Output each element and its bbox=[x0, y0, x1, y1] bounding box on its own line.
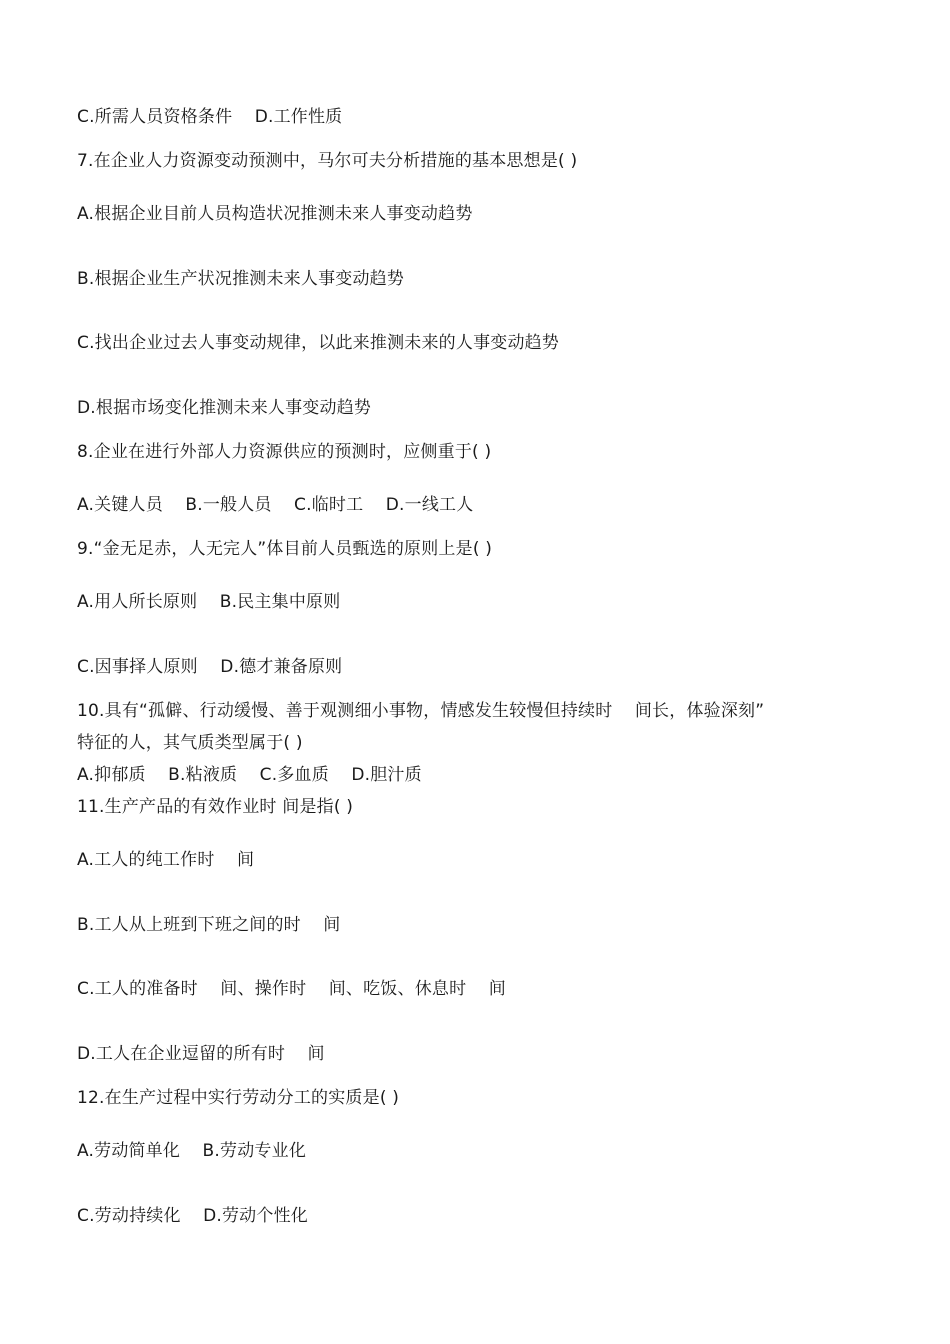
q9-options-cd: C.因事择人原则 D.德才兼备原则 bbox=[77, 657, 343, 677]
q11-option-a: A.工人的纯工作时 间 bbox=[77, 850, 255, 870]
q11-option-c: C.工人的准备时 间、操作时 间、吃饭、休息时 间 bbox=[77, 979, 506, 999]
q10-stem-line2: 特征的人，其气质类型属于( ) bbox=[77, 733, 303, 753]
q10-stem-line1: 10.具有“孤僻、行动缓慢、善于观测细小事物，情感发生较慢但持续时 间长，体验深刻” bbox=[77, 701, 765, 721]
q8-stem: 8.企业在进行外部人力资源供应的预测时，应侧重于( ) bbox=[77, 442, 492, 462]
q12-options-cd: C.劳动持续化 D.劳动个性化 bbox=[77, 1206, 308, 1226]
q12-options-ab: A.劳动简单化 B.劳动专业化 bbox=[77, 1141, 307, 1161]
q12-stem: 12.在生产过程中实行劳动分工的实质是( ) bbox=[77, 1088, 400, 1108]
q7-option-c: C.找出企业过去人事变动规律，以此来推测未来的人事变动趋势 bbox=[77, 333, 560, 353]
q6-options-cd: C.所需人员资格条件 D.工作性质 bbox=[77, 107, 343, 127]
q11-stem: 11.生产产品的有效作业时 间是指( ) bbox=[77, 797, 354, 817]
q10-options: A.抑郁质 B.粘液质 C.多血质 D.胆汁质 bbox=[77, 765, 422, 785]
q7-option-d: D.根据市场变化推测未来人事变动趋势 bbox=[77, 398, 372, 418]
q7-stem: 7.在企业人力资源变动预测中，马尔可夫分析措施的基本思想是( ) bbox=[77, 151, 578, 171]
q9-options-ab: A.用人所长原则 B.民主集中原则 bbox=[77, 592, 341, 612]
q7-option-b: B.根据企业生产状况推测未来人事变动趋势 bbox=[77, 269, 405, 289]
q7-option-a: A.根据企业目前人员构造状况推测未来人事变动趋势 bbox=[77, 204, 473, 224]
q9-stem: 9.“金无足赤，人无完人”体目前人员甄选的原则上是( ) bbox=[77, 539, 493, 559]
q11-option-b: B.工人从上班到下班之间的时 间 bbox=[77, 915, 341, 935]
q8-options: A.关键人员 B.一般人员 C.临时工 D.一线工人 bbox=[77, 495, 474, 515]
q11-option-d: D.工人在企业逗留的所有时 间 bbox=[77, 1044, 325, 1064]
